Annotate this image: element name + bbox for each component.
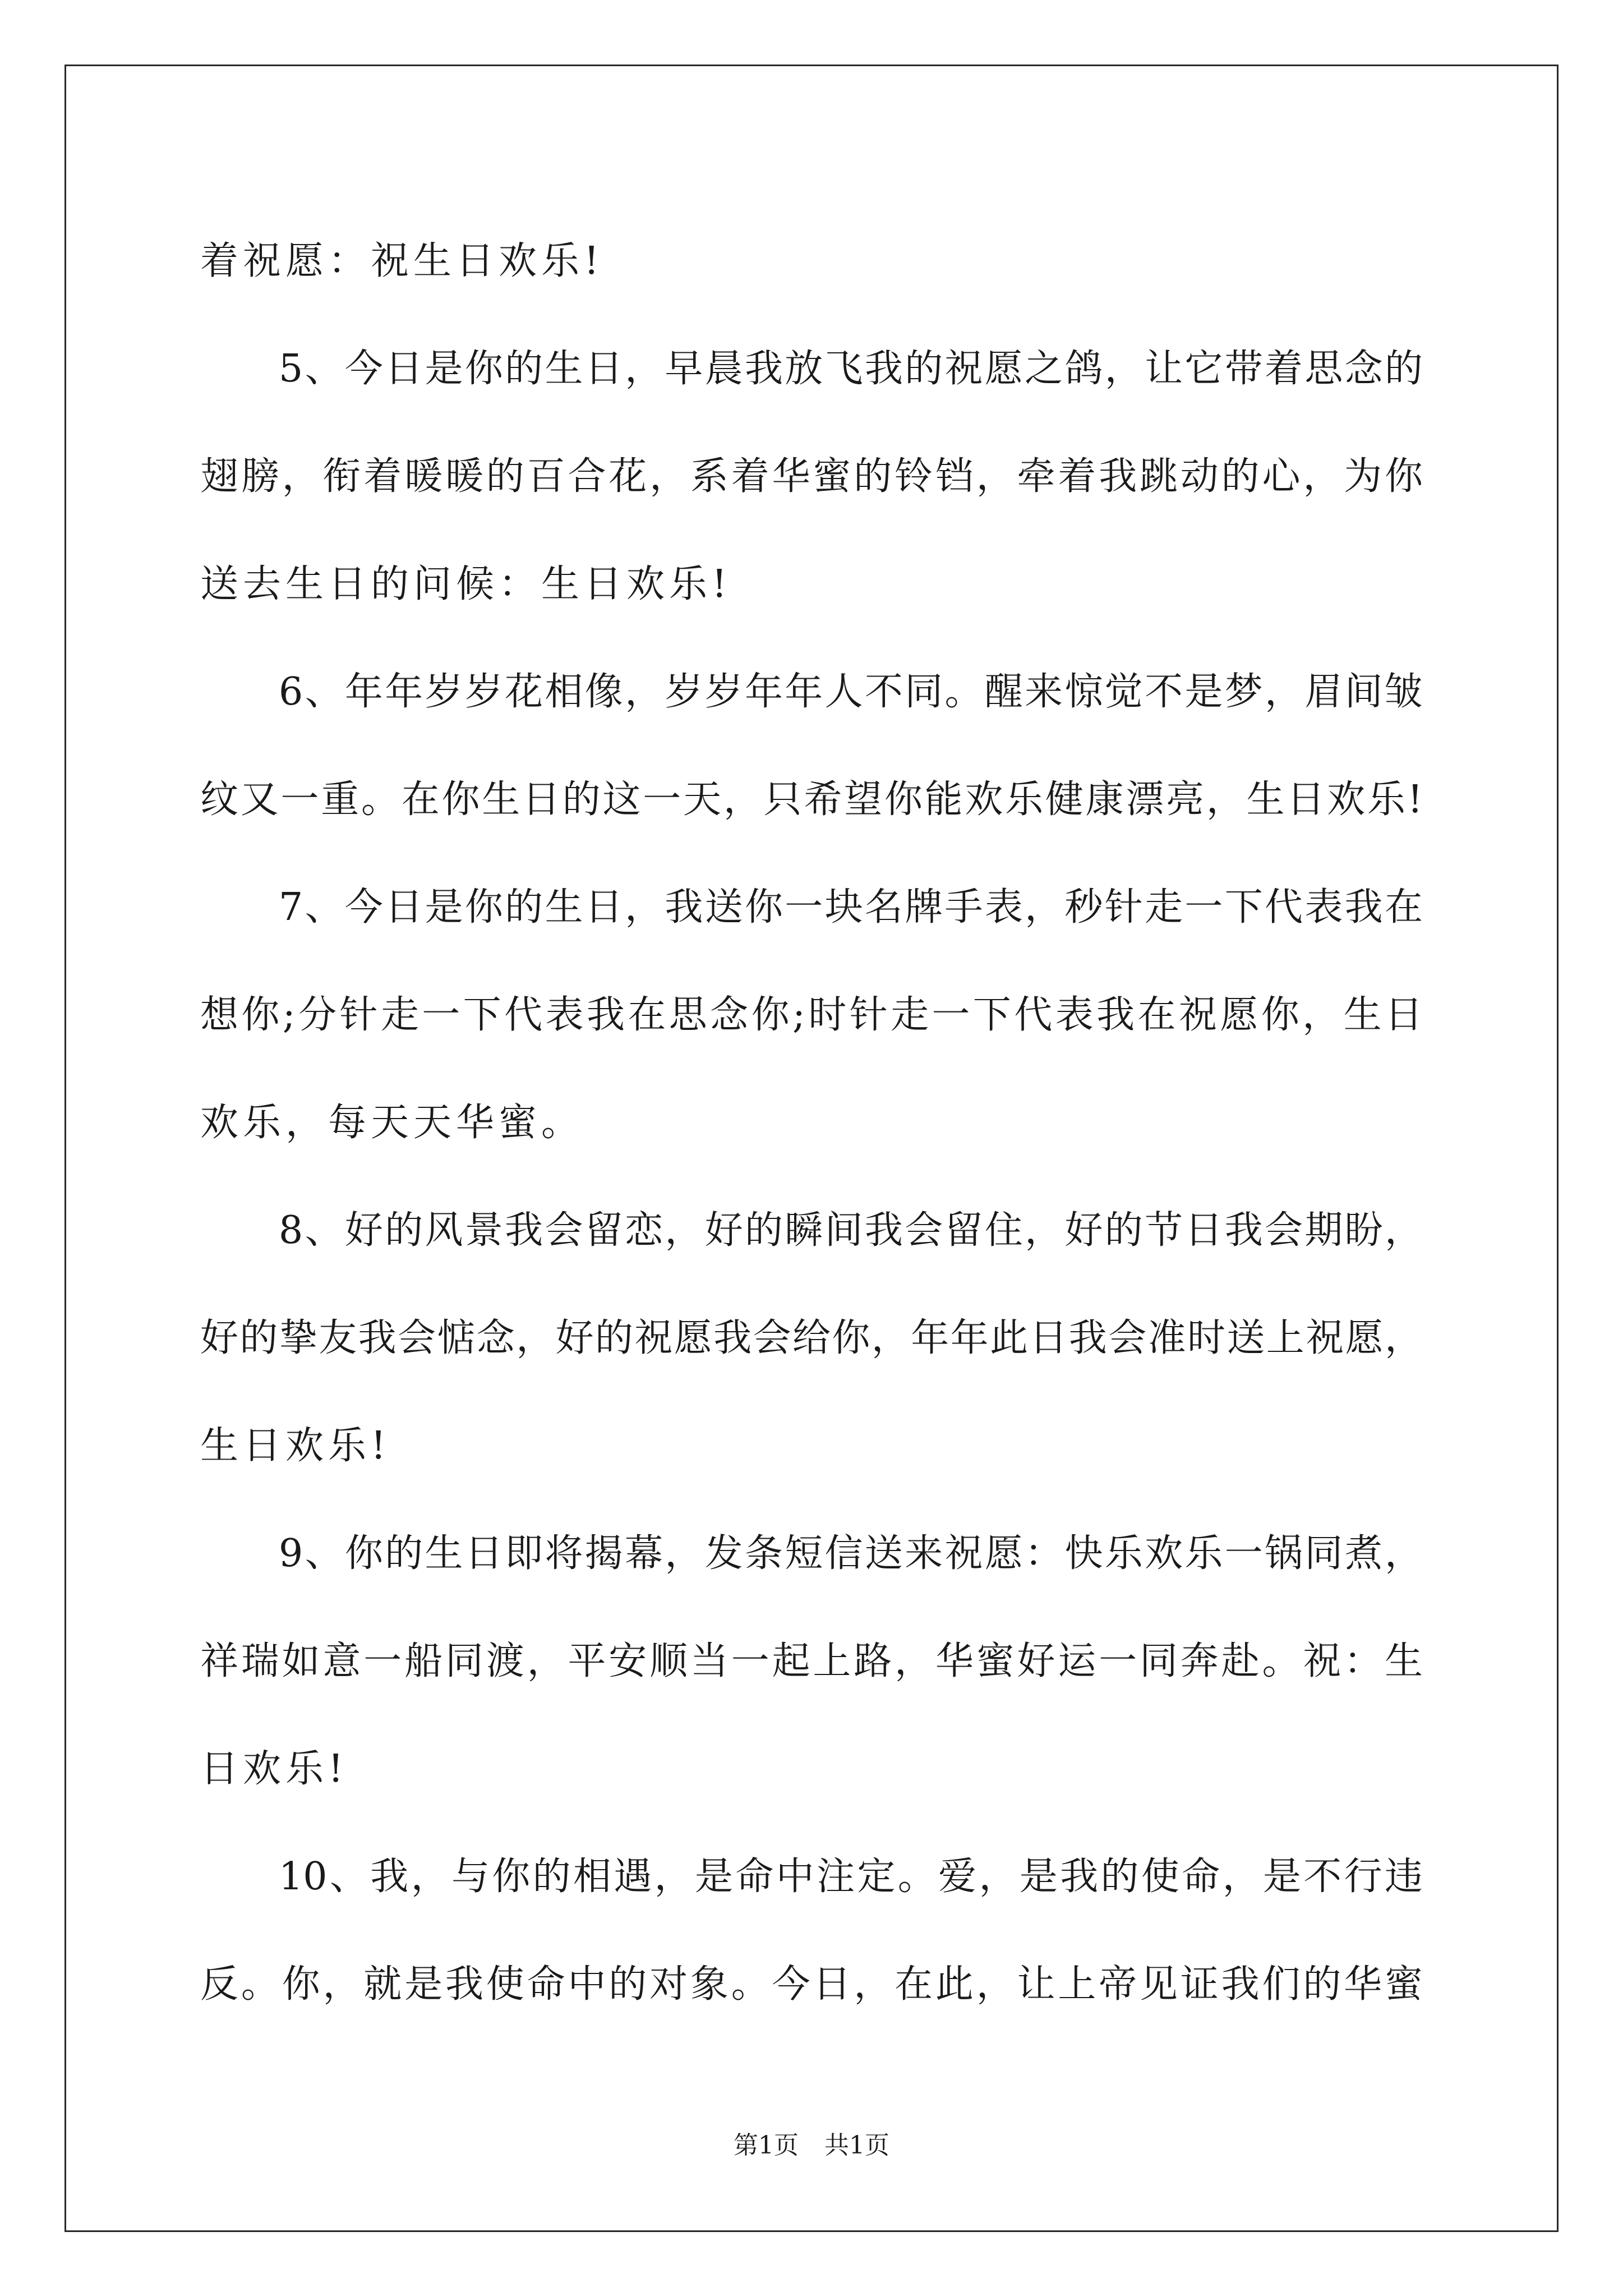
text-line: 反。你，就是我使命中的对象。今日，在此，让上帝见证我们的华蜜 — [200, 1962, 1423, 2007]
text-line: 着祝愿：祝生日欢乐! — [200, 239, 604, 283]
text-line: 8、好的风景我会留恋，好的瞬间我会留住，好的节日我会期盼， — [279, 1208, 1423, 1253]
text-line: 6、年年岁岁花相像，岁岁年年人不同。醒来惊觉不是梦，眉间皱 — [279, 670, 1423, 714]
document-body — [200, 208, 1423, 2039]
text-line: 翅膀，衔着暖暖的百合花，系着华蜜的铃铛，牵着我跳动的心，为你 — [200, 454, 1423, 499]
text-line: 9、你的生日即将揭幕，发条短信送来祝愿：快乐欢乐一锅同煮， — [279, 1531, 1423, 1576]
text-line: 10、我，与你的相遇，是命中注定。爱，是我的使命，是不行违 — [279, 1855, 1423, 1899]
text-line: 生日欢乐! — [200, 1424, 391, 1468]
text-line: 5、今日是你的生日，早晨我放飞我的祝愿之鸽，让它带着思念的 — [279, 347, 1423, 391]
text-line: 送去生日的问候：生日欢乐! — [200, 562, 732, 606]
text-line: 欢乐，每天天华蜜。 — [200, 1101, 584, 1145]
text-line: 好的挚友我会惦念，好的祝愿我会给你，年年此日我会准时送上祝愿， — [200, 1316, 1423, 1360]
text-line: 纹又一重。在你生日的这一天，只希望你能欢乐健康漂亮，生日欢乐! — [200, 777, 1423, 822]
text-line: 想你;分针走一下代表我在思念你;时针走一下代表我在祝愿你，生日 — [200, 993, 1423, 1037]
text-line: 日欢乐! — [200, 1747, 348, 1791]
text-line: 7、今日是你的生日，我送你一块名牌手表，秒针走一下代表我在 — [279, 885, 1423, 930]
page-number: 第1页 — [734, 2131, 799, 2160]
text-line: 祥瑞如意一船同渡，平安顺当一起上路，华蜜好运一同奔赴。祝：生 — [200, 1639, 1423, 1683]
page-total: 共1页 — [824, 2131, 889, 2160]
page-footer — [0, 2129, 1623, 2162]
